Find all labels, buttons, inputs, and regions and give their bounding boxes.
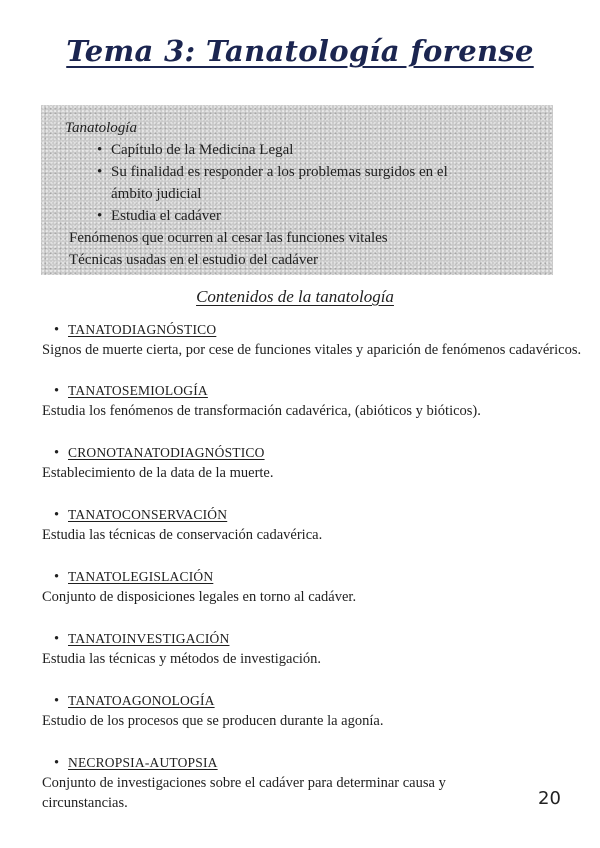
bullet-icon: • xyxy=(54,383,60,399)
bullet-icon: • xyxy=(54,445,60,461)
summary-line: Fenómenos que ocurren al cesar las funciones vitales xyxy=(69,230,388,246)
summary-line: Técnicas usadas en el estudio del cadáver xyxy=(69,252,319,268)
bullet-icon: • xyxy=(97,208,103,224)
entry-term-text: TANATOAGONOLOGÍA xyxy=(68,693,215,708)
summary-bullet-text: Capítulo de la Medicina Legal xyxy=(111,142,294,158)
bullet-icon: • xyxy=(54,322,60,338)
entry-term-text: TANATOLEGISLACIÓN xyxy=(68,569,214,584)
summary-bullet-item xyxy=(97,161,525,205)
entry-term-text: TANATOINVESTIGACIÓN xyxy=(68,631,230,646)
summary-bullet-text-continued: ámbito judicial xyxy=(111,186,202,202)
bullet-icon: • xyxy=(97,164,103,180)
page-number: 20 xyxy=(538,788,561,809)
bullet-icon: • xyxy=(54,507,60,523)
summary-box xyxy=(41,105,553,275)
content-entry xyxy=(42,381,588,421)
entry-description: Estudia las técnicas y métodos de investigación. xyxy=(42,651,322,667)
summary-bullet-item xyxy=(97,205,525,227)
entry-term xyxy=(54,691,588,711)
content-entry xyxy=(42,753,588,813)
contents-list xyxy=(42,320,588,813)
content-entry xyxy=(42,505,588,545)
entry-term xyxy=(54,320,588,340)
entry-description: Estudio de los procesos que se producen durante la agonía. xyxy=(42,713,384,729)
section-heading: Contenidos de la tanatología xyxy=(196,287,394,306)
entry-term xyxy=(54,505,588,525)
entry-term-text: TANATOSEMIOLOGÍA xyxy=(68,383,208,398)
bullet-icon: • xyxy=(54,693,60,709)
summary-bullet-text: Estudia el cadáver xyxy=(111,208,221,224)
content-entry xyxy=(42,691,588,731)
content-entry xyxy=(42,443,588,483)
entry-description: Conjunto de disposiciones legales en torno al cadáver. xyxy=(42,589,357,605)
entry-description: Signos de muerte cierta, por cese de funciones vitales y aparición de fenómenos cadavéricos. xyxy=(42,342,582,358)
summary-bullet-text: Su finalidad es responder a los problemas surgidos en el xyxy=(111,164,448,180)
content-entry xyxy=(42,567,588,607)
bullet-icon: • xyxy=(54,631,60,647)
entry-term-text: TANATOCONSERVACIÓN xyxy=(68,507,228,522)
entry-description: Establecimiento de la data de la muerte. xyxy=(42,465,274,481)
bullet-icon: • xyxy=(54,569,60,585)
entry-term xyxy=(54,443,588,463)
entry-description: Conjunto de investigaciones sobre el cadáver para determinar causa y circunstancias. xyxy=(42,775,446,811)
entry-term xyxy=(54,753,588,773)
bullet-icon: • xyxy=(54,755,60,771)
entry-term xyxy=(54,381,588,401)
entry-term-text: NECROPSIA-AUTOPSIA xyxy=(68,755,218,770)
bullet-icon: • xyxy=(97,142,103,158)
entry-term-text: CRONOTANATODIAGNÓSTICO xyxy=(68,445,265,460)
entry-description: Estudia los fenómenos de transformación cadavérica, (abióticos y bióticos). xyxy=(42,403,481,419)
entry-term-text: TANATODIAGNÓSTICO xyxy=(68,322,217,337)
entry-term xyxy=(54,629,588,649)
entry-description: Estudia las técnicas de conservación cadavérica. xyxy=(42,527,323,543)
summary-list xyxy=(65,139,525,227)
entry-term xyxy=(54,567,588,587)
summary-title: Tanatología xyxy=(65,120,137,136)
page-title: Tema 3: Tanatología forense xyxy=(66,34,534,68)
summary-bullet-item xyxy=(97,139,525,161)
content-entry xyxy=(42,629,588,669)
content-entry xyxy=(42,320,588,360)
